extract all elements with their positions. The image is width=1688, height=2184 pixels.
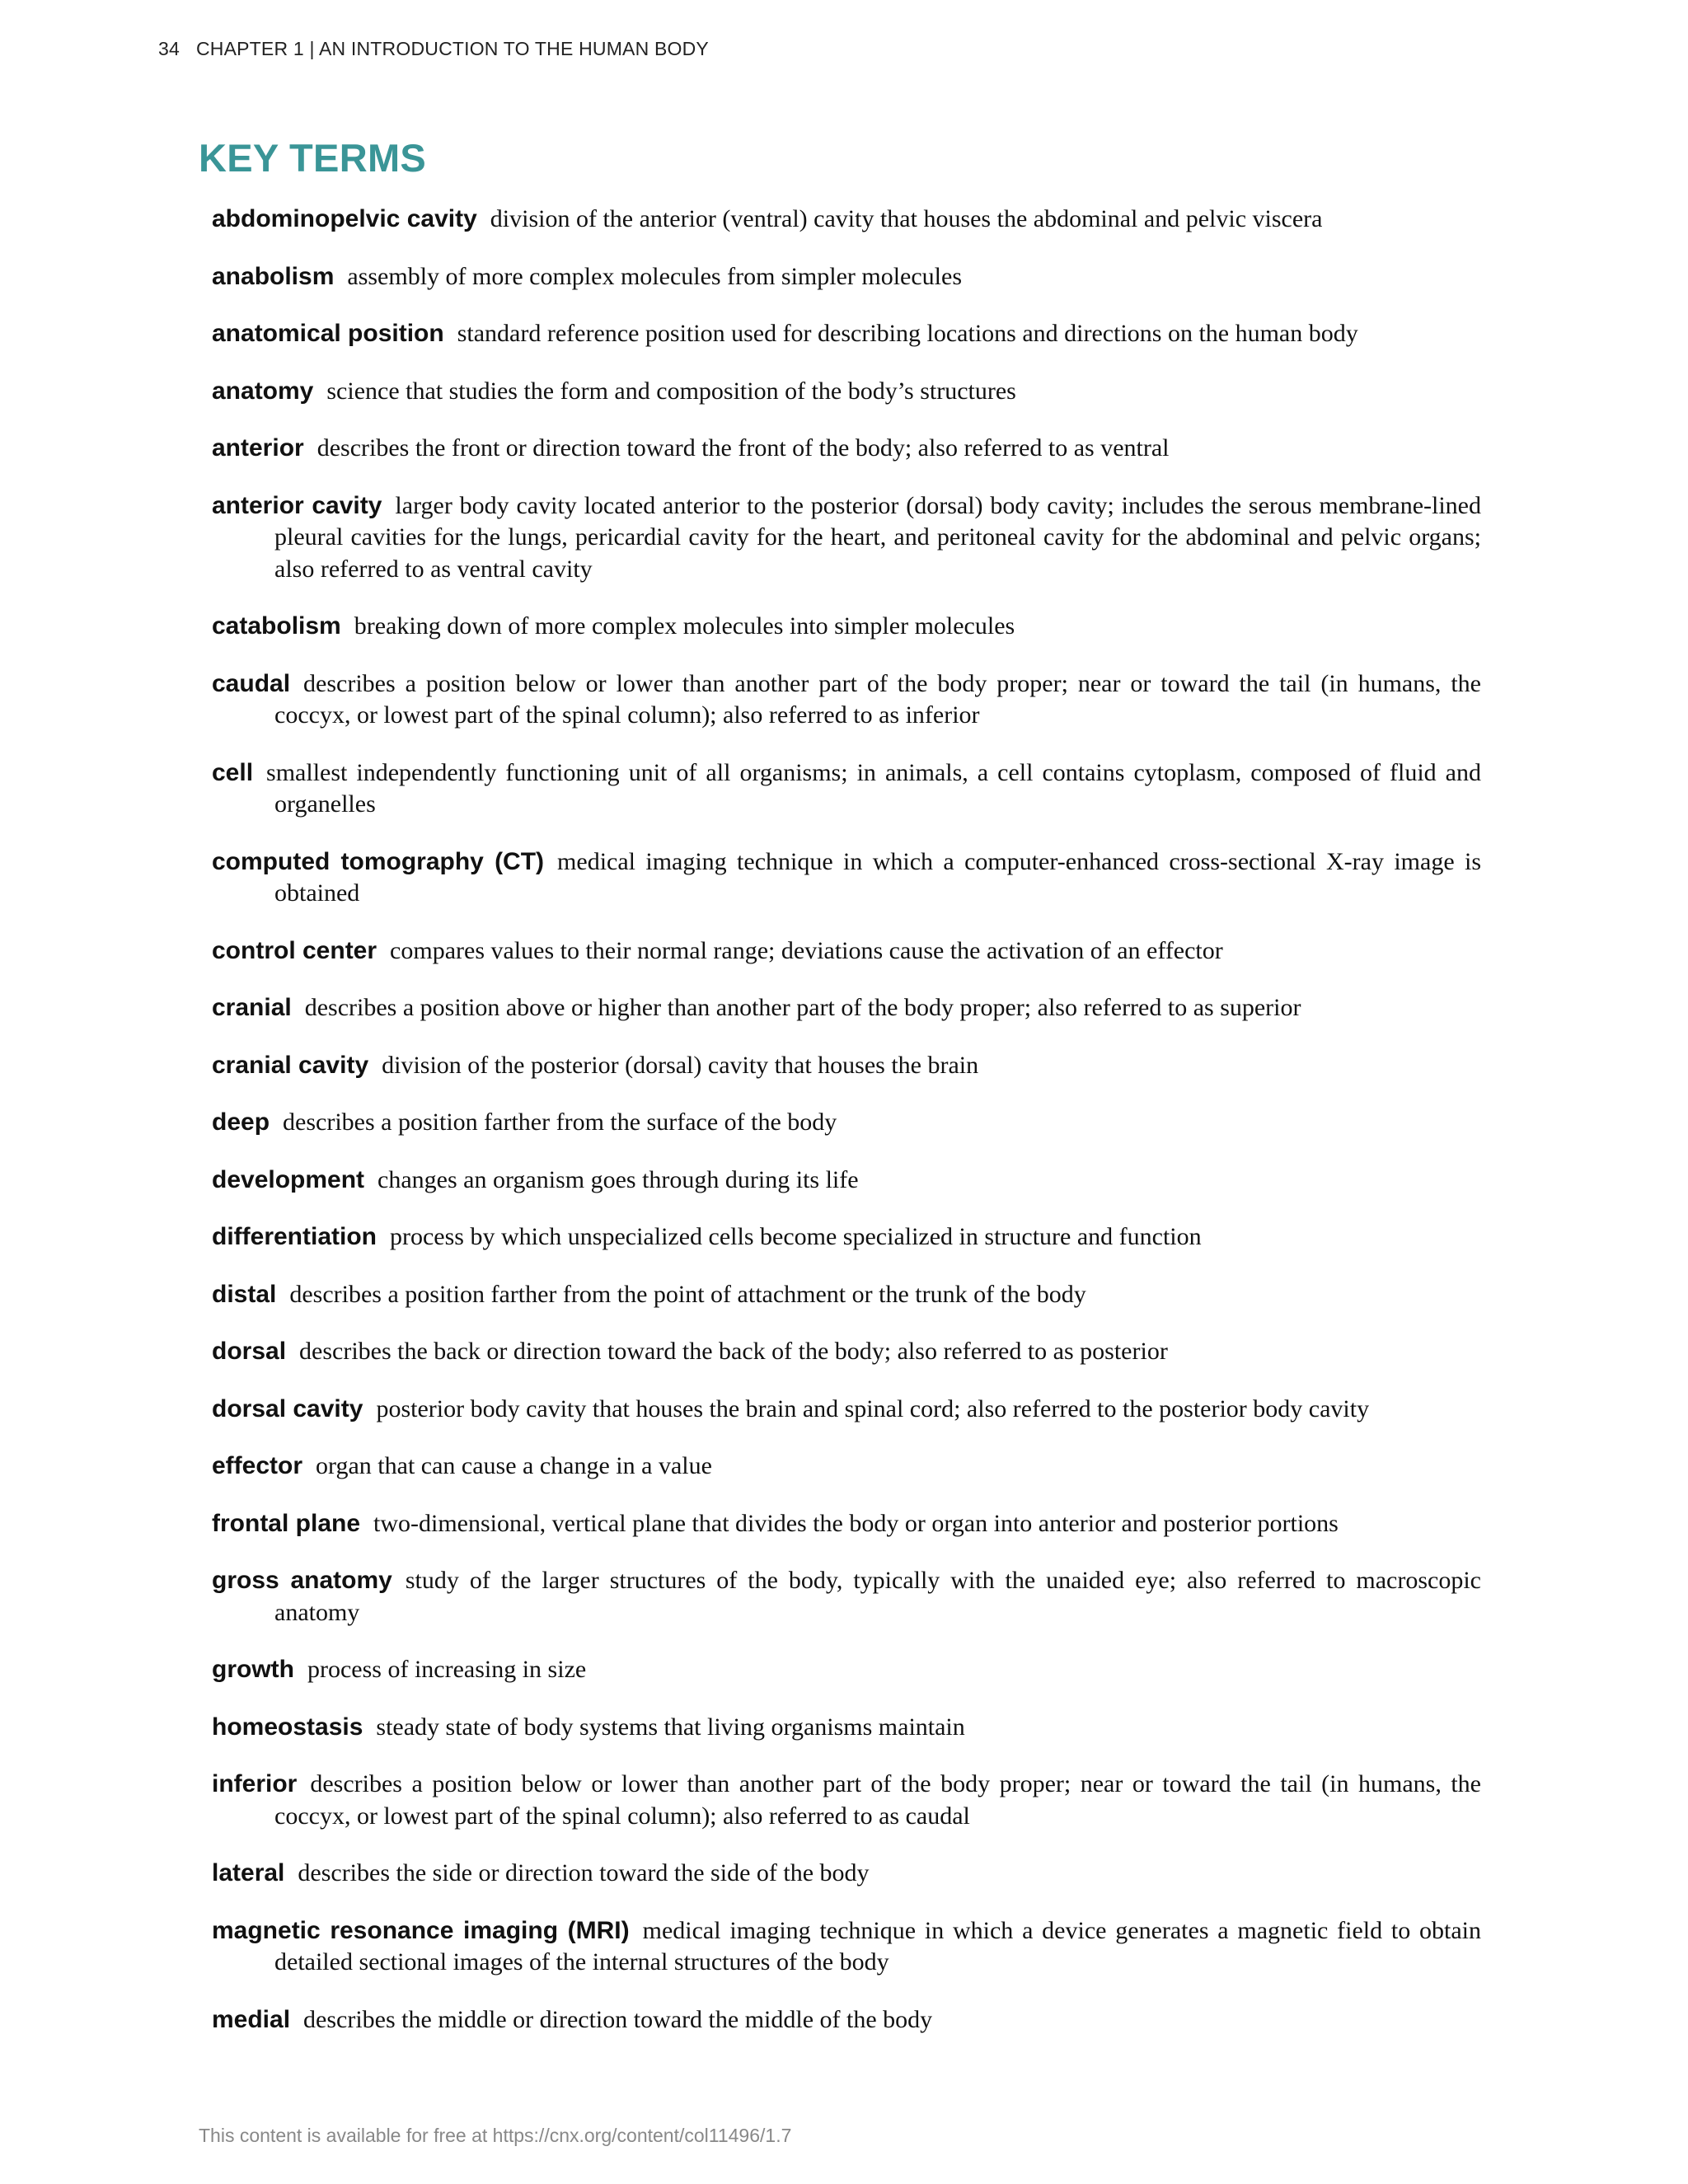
glossary-entry: [212, 992, 1481, 1024]
glossary-definition: division of the posterior (dorsal) cavity that houses the brain: [382, 1051, 979, 1079]
glossary-definition: process by which unspecialized cells become specialized in structure and function: [390, 1223, 1202, 1250]
glossary-entry: [212, 1508, 1481, 1540]
glossary-entry: [212, 376, 1481, 408]
glossary-term: anterior cavity: [212, 491, 382, 519]
glossary-definition: describes the side or direction toward the side of the body: [298, 1859, 870, 1886]
glossary-entry: [212, 1336, 1481, 1368]
glossary-entry: [212, 1394, 1481, 1426]
glossary-entry: [212, 1107, 1481, 1139]
glossary-entry: [212, 1279, 1481, 1311]
glossary-term: anabolism: [212, 262, 335, 290]
glossary-term: lateral: [212, 1859, 285, 1886]
glossary-definition: science that studies the form and composition of the body’s structures: [326, 377, 1016, 405]
glossary-term: inferior: [212, 1770, 298, 1797]
glossary-term: caudal: [212, 669, 291, 697]
glossary-definition: describes a position below or lower than another part of the body proper; near or toward the tail (in humans, the coccyx, or lowest part of the spinal column); also referred to as inferior: [274, 669, 1481, 729]
glossary-definition: larger body cavity located anterior to the posterior (dorsal) body cavity; includes the serous membrane-lined pleural cavities for the lungs, pericardial cavity for the heart, and peritoneal cavity for the abdominal and pelvic organs; also referred to as ventral cavity: [274, 491, 1481, 583]
glossary-entry: [212, 1565, 1481, 1629]
glossary-definition: describes the front or direction toward the front of the body; also referred to as ventral: [316, 434, 1170, 462]
glossary-definition: smallest independently functioning unit of all organisms; in animals, a cell contains cytoplasm, composed of fluid and organelles: [266, 758, 1481, 818]
glossary-entry: [212, 1915, 1481, 1979]
glossary-term: effector: [212, 1452, 303, 1479]
glossary-definition: two-dimensional, vertical plane that divides the body or organ into anterior and posterior portions: [373, 1509, 1339, 1537]
glossary-entry: [212, 433, 1481, 465]
glossary-term: dorsal cavity: [212, 1394, 363, 1422]
glossary-term: cranial: [212, 994, 292, 1021]
glossary-term: anterior: [212, 434, 304, 462]
glossary-definition: describes the back or direction toward the back of the body; also referred to as posterior: [299, 1338, 1168, 1365]
glossary-entry: [212, 318, 1481, 350]
glossary-entry: [212, 1654, 1481, 1686]
glossary-definition: organ that can cause a change in a value: [316, 1452, 712, 1479]
glossary-term: computed tomography (CT): [212, 847, 545, 875]
glossary-entry: [212, 757, 1481, 821]
glossary-term: frontal plane: [212, 1509, 361, 1537]
glossary-definition: assembly of more complex molecules from simpler molecules: [347, 262, 963, 290]
glossary-term: catabolism: [212, 612, 341, 640]
glossary-definition: describes a position above or higher than another part of the body proper; also referred to as superior: [304, 994, 1301, 1021]
chapter-title: CHAPTER 1 | AN INTRODUCTION TO THE HUMAN BODY: [195, 38, 709, 59]
glossary-term: differentiation: [212, 1223, 377, 1250]
key-terms-list: [212, 204, 1481, 2061]
glossary-term: growth: [212, 1656, 294, 1683]
running-header: [158, 38, 709, 60]
glossary-entry: [212, 490, 1481, 586]
glossary-entry: [212, 1451, 1481, 1483]
glossary-term: anatomy: [212, 377, 314, 405]
page-number: 34: [158, 38, 180, 59]
glossary-term: abdominopelvic cavity: [212, 205, 477, 232]
footer-availability-note: This content is available for free at https://cnx.org/content/col11496/1.7: [199, 2125, 792, 2146]
glossary-definition: steady state of body systems that living organisms maintain: [376, 1713, 965, 1741]
section-title: KEY TERMS: [199, 136, 427, 180]
glossary-entry: [212, 1221, 1481, 1254]
glossary-term: homeostasis: [212, 1713, 363, 1741]
glossary-entry: [212, 611, 1481, 643]
glossary-definition: describes a position farther from the point of attachment or the trunk of the body: [289, 1280, 1086, 1308]
glossary-definition: describes a position farther from the surface of the body: [283, 1108, 837, 1136]
glossary-term: distal: [212, 1280, 277, 1308]
glossary-definition: posterior body cavity that houses the brain and spinal cord; also referred to the posterior body cavity: [376, 1394, 1370, 1422]
glossary-definition: study of the larger structures of the body, typically with the unaided eye; also referred to macroscopic anatomy: [274, 1567, 1481, 1626]
glossary-entry: [212, 261, 1481, 293]
glossary-term: medial: [212, 2005, 291, 2033]
glossary-entry: [212, 1858, 1481, 1890]
glossary-term: cranial cavity: [212, 1051, 369, 1079]
glossary-entry: [212, 935, 1481, 968]
glossary-entry: [212, 204, 1481, 236]
glossary-definition: changes an organism goes through during its life: [377, 1165, 859, 1193]
glossary-entry: [212, 1712, 1481, 1744]
glossary-definition: compares values to their normal range; deviations cause the activation of an effector: [390, 936, 1223, 964]
glossary-definition: standard reference position used for describing locations and directions on the human body: [457, 320, 1358, 347]
glossary-term: control center: [212, 936, 377, 964]
glossary-term: gross anatomy: [212, 1567, 392, 1594]
glossary-entry: [212, 1165, 1481, 1197]
glossary-term: deep: [212, 1108, 270, 1136]
glossary-definition: describes a position below or lower than another part of the body proper; near or toward the tail (in humans, the coccyx, or lowest part of the spinal column); also referred to as caudal: [274, 1770, 1481, 1830]
glossary-entry: [212, 2004, 1481, 2036]
glossary-term: cell: [212, 758, 254, 786]
glossary-definition: process of increasing in size: [307, 1656, 587, 1683]
glossary-definition: breaking down of more complex molecules into simpler molecules: [354, 612, 1015, 640]
glossary-entry: [212, 846, 1481, 910]
glossary-term: development: [212, 1165, 365, 1193]
glossary-definition: describes the middle or direction toward the middle of the body: [303, 2005, 933, 2033]
glossary-definition: medical imaging technique in which a device generates a magnetic field to obtain detailed sectional images of the internal structures of the body: [274, 1916, 1481, 1975]
glossary-entry: [212, 1769, 1481, 1832]
glossary-term: anatomical position: [212, 320, 444, 347]
glossary-entry: [212, 1050, 1481, 1082]
glossary-term: magnetic resonance imaging (MRI): [212, 1916, 630, 1944]
glossary-definition: medical imaging technique in which a computer-enhanced cross-sectional X-ray image is obtained: [274, 847, 1482, 907]
glossary-term: dorsal: [212, 1338, 287, 1365]
glossary-definition: division of the anterior (ventral) cavity that houses the abdominal and pelvic viscera: [490, 205, 1323, 232]
glossary-entry: [212, 668, 1481, 732]
